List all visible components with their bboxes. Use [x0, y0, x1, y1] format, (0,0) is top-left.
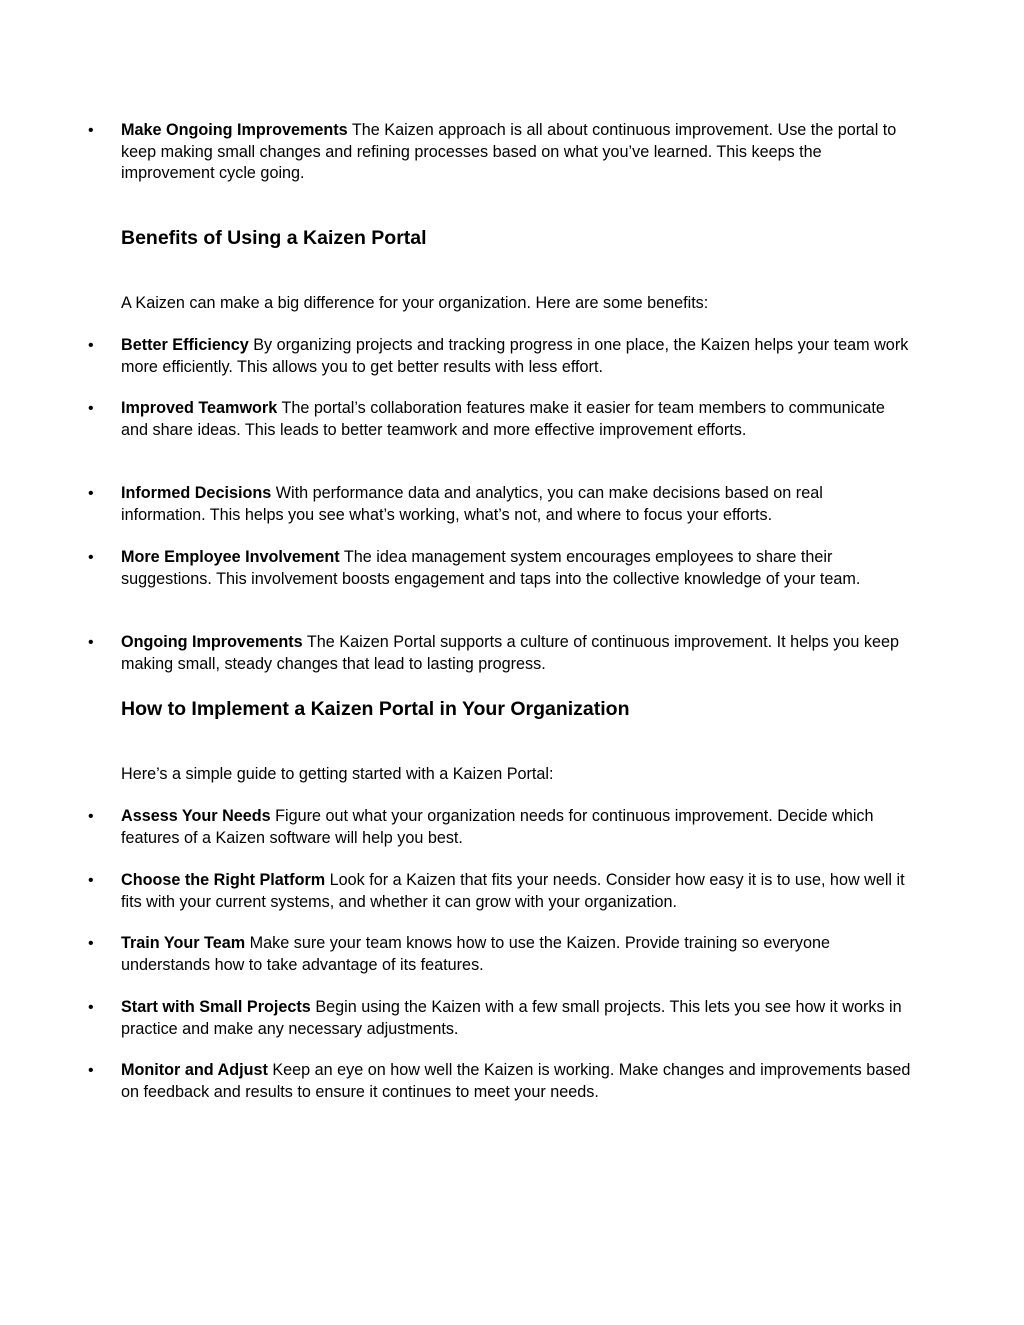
bullet-icon: • [88, 935, 94, 952]
list-item-lead: Informed Decisions [121, 484, 272, 502]
section-intro-benefits: A Kaizen can make a big difference for your organization. Here are some benefits: [121, 294, 709, 312]
section-intro-implement: Here’s a simple guide to getting started with a Kaizen Portal: [121, 765, 554, 783]
bullet-icon: • [88, 634, 94, 651]
list-item [88, 632, 918, 675]
list-item-content [121, 1060, 911, 1103]
list-item-text: Look for a Kaizen that fits your needs. Consider how easy it is to use, how well it fits with your current systems, and whether it can grow with your organization. [121, 871, 905, 911]
list-item-content [121, 997, 911, 1040]
list-item-content [121, 335, 911, 378]
list-item [88, 483, 918, 526]
bullet-icon: • [88, 485, 94, 502]
bullet-icon: • [88, 337, 94, 354]
list-item-text: With performance data and analytics, you can make decisions based on real information. This helps you see what’s working, what’s not, and where to focus your efforts. [121, 484, 823, 524]
section-heading-benefits: Benefits of Using a Kaizen Portal [121, 227, 427, 249]
list-item-content [121, 632, 911, 675]
list-item [88, 870, 918, 913]
list-item [88, 997, 918, 1040]
list-item-lead: Choose the Right Platform [121, 871, 326, 889]
bullet-icon: • [88, 400, 94, 417]
list-item-text: The Kaizen Portal supports a culture of continuous improvement. It helps you keep making small, steady changes that lead to lasting progress. [121, 633, 899, 673]
list-item [88, 933, 918, 976]
list-item-text: Make sure your team knows how to use the Kaizen. Provide training so everyone understands how to take advantage of its features. [121, 934, 830, 974]
list-item-text: Begin using the Kaizen with a few small projects. This lets you see how it works in practice and make any necessary adjustments. [121, 998, 902, 1038]
list-item-text: Figure out what your organization needs for continuous improvement. Decide which features of a Kaizen software will help you best. [121, 807, 874, 847]
list-item-lead: Make Ongoing Improvements [121, 121, 348, 139]
list-item-text: Keep an eye on how well the Kaizen is working. Make changes and improvements based on feedback and results to ensure it continues to meet your needs. [121, 1061, 911, 1101]
list-item-content [121, 547, 911, 590]
list-item-text: The Kaizen approach is all about continuous improvement. Use the portal to keep making small changes and refining processes based on what you’ve learned. This keeps the improvement cycle going. [121, 121, 897, 182]
list-item-content [121, 870, 911, 913]
list-item-lead: Monitor and Adjust [121, 1061, 268, 1079]
list-item-content [121, 120, 911, 185]
list-item-content [121, 806, 911, 849]
list-item-lead: Better Efficiency [121, 336, 249, 354]
list-item-text: By organizing projects and tracking progress in one place, the Kaizen helps your team work more efficiently. This allows you to get better results with less effort. [121, 336, 909, 376]
list-item-content [121, 398, 911, 441]
bullet-icon: • [88, 549, 94, 566]
list-item-content [121, 933, 911, 976]
list-item [88, 806, 918, 849]
section-heading-implement: How to Implement a Kaizen Portal in Your Organization [121, 698, 630, 720]
list-item [88, 1060, 918, 1103]
bullet-icon: • [88, 122, 94, 139]
list-item-text: The idea management system encourages employees to share their suggestions. This involvement boosts engagement and taps into the collective knowledge of your team. [121, 548, 861, 588]
bullet-icon: • [88, 999, 94, 1016]
list-item [88, 120, 918, 185]
list-item [88, 398, 918, 441]
list-item-text: The portal’s collaboration features make it easier for team members to communicate and share ideas. This leads to better teamwork and more effective improvement efforts. [121, 399, 885, 439]
list-item-lead: Train Your Team [121, 934, 246, 952]
list-item-content [121, 483, 911, 526]
list-item-lead: Start with Small Projects [121, 998, 311, 1016]
list-item-lead: Improved Teamwork [121, 399, 278, 417]
list-item [88, 335, 918, 378]
list-item-lead: Assess Your Needs [121, 807, 271, 825]
list-item-lead: More Employee Involvement [121, 548, 340, 566]
list-item-lead: Ongoing Improvements [121, 633, 303, 651]
bullet-icon: • [88, 1062, 94, 1079]
bullet-icon: • [88, 808, 94, 825]
list-item [88, 547, 918, 590]
bullet-icon: • [88, 872, 94, 889]
